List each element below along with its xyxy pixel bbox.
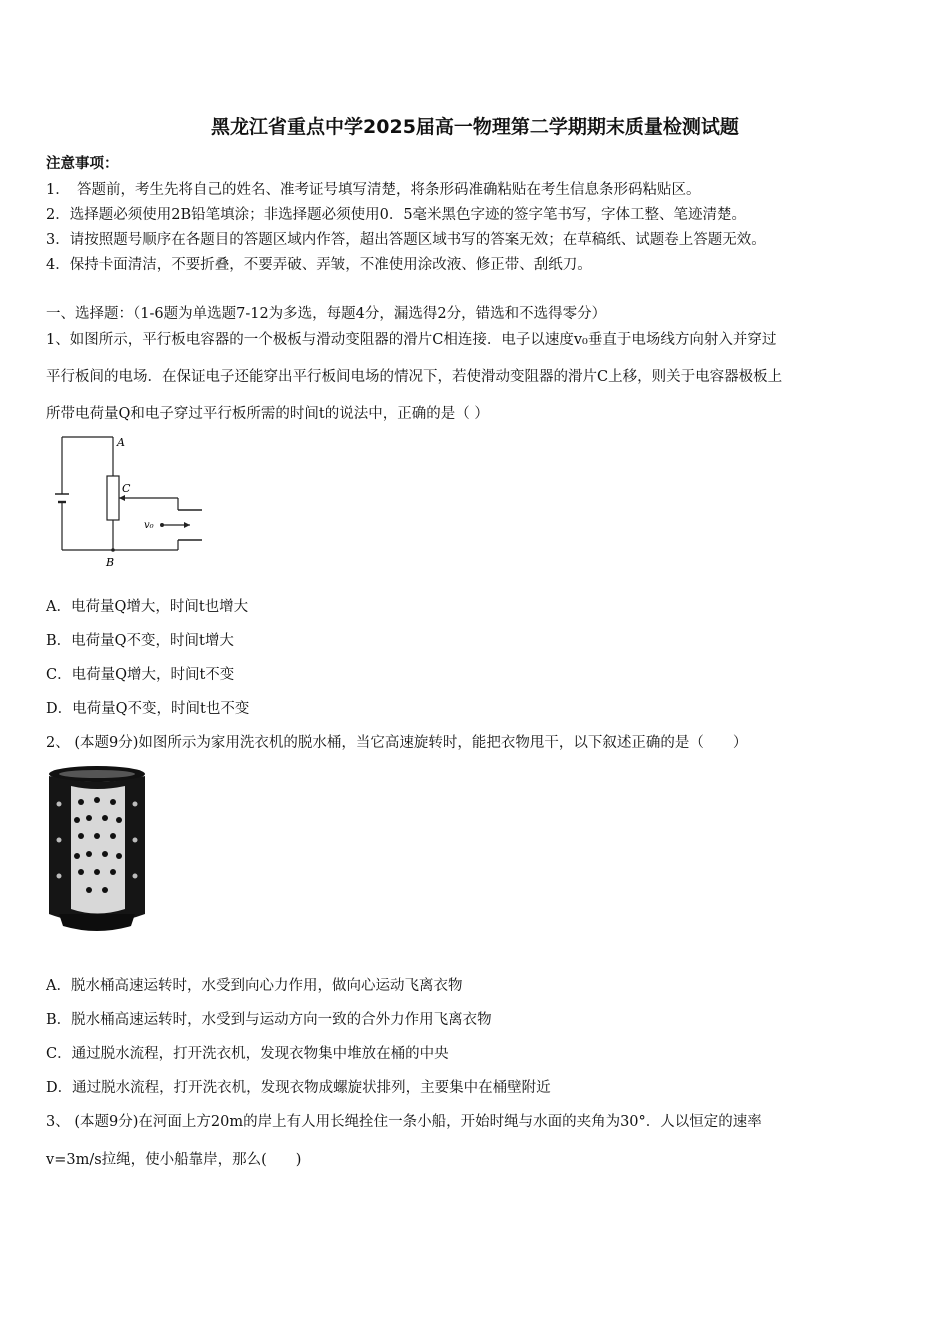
label-a: A — [117, 436, 125, 449]
option-c[interactable]: C．通过脱水流程，打开洗衣机，发现衣物集中堆放在桶的中央 — [46, 1046, 449, 1062]
question-1-text: 1、如图所示，平行板电容器的一个极板与滑动变阻器的滑片C相连接．电子以速度v₀垂直于电场线方向射入并穿过 — [46, 332, 777, 348]
question-3-text: 3、 (本题9分)在河面上方20m的岸上有人用长绳拴住一条小船，开始时绳与水面的夹角为30°．人以恒定的速率 — [46, 1114, 762, 1130]
page-title: 黑龙江省重点中学2025届高一物理第二学期期末质量检测试题 — [211, 116, 739, 138]
notice-item: 2．选择题必须使用2B铅笔填涂；非选择题必须使用0．5毫米黑色字迹的签字笔书写，字体工整、笔迹清楚。 — [46, 207, 747, 223]
option-b[interactable]: B．电荷量Q不变，时间t增大 — [46, 633, 234, 649]
capacitor-circuit-figure — [44, 432, 214, 572]
question-3-text: v=3m/s拉绳，使小船靠岸，那么( ) — [46, 1152, 302, 1168]
spin-dryer-drum-figure — [45, 764, 155, 934]
slider-arrow-icon — [119, 495, 125, 501]
notice-item: 4．保持卡面清洁，不要折叠，不要弄破、弄皱，不准使用涂改液、修正带、刮纸刀。 — [46, 257, 592, 273]
section-heading: 一、选择题：（1-6题为单选题7-12为多选，每题4分，漏选得2分，错选和不选得零分） — [46, 306, 607, 322]
notice-item: 3．请按照题号顺序在各题目的答题区域内作答，超出答题区域书写的答案无效；在草稿纸、试题卷上答题无效。 — [46, 232, 766, 248]
question-1-text: 所带电荷量Q和电子穿过平行板所需的时间t的说法中，正确的是（ ） — [46, 406, 489, 422]
option-d[interactable]: D．通过脱水流程，打开洗衣机，发现衣物成螺旋状排列，主要集中在桶壁附近 — [46, 1080, 551, 1096]
option-c[interactable]: C．电荷量Q增大，时间t不变 — [46, 667, 235, 683]
label-c: C — [122, 482, 131, 495]
label-b: B — [106, 556, 115, 569]
junction-dot-icon — [111, 548, 115, 552]
electron-dot-icon — [160, 523, 164, 527]
label-v0: v₀ — [144, 520, 154, 531]
option-a[interactable]: A．脱水桶高速运转时，水受到向心力作用，做向心运动飞离衣物 — [46, 978, 463, 994]
notice-heading: 注意事项： — [46, 155, 119, 172]
velocity-arrow-icon — [184, 522, 190, 528]
option-a[interactable]: A．电荷量Q增大，时间t也增大 — [46, 599, 249, 615]
option-b[interactable]: B．脱水桶高速运转时，水受到与运动方向一致的合外力作用飞离衣物 — [46, 1012, 492, 1028]
option-d[interactable]: D．电荷量Q不变，时间t也不变 — [46, 701, 250, 717]
question-1-text: 平行板间的电场．在保证电子还能穿出平行板间电场的情况下，若使滑动变阻器的滑片C上移，则关于电容器极板上 — [46, 369, 783, 385]
notice-item: 1． 答题前，考生先将自己的姓名、准考证号填写清楚，将条形码准确粘贴在考生信息条形码粘贴区。 — [46, 182, 701, 198]
question-2-text: 2、 (本题9分)如图所示为家用洗衣机的脱水桶，当它高速旋转时，能把衣物甩干，以下叙述正确的是（ ） — [46, 735, 748, 751]
